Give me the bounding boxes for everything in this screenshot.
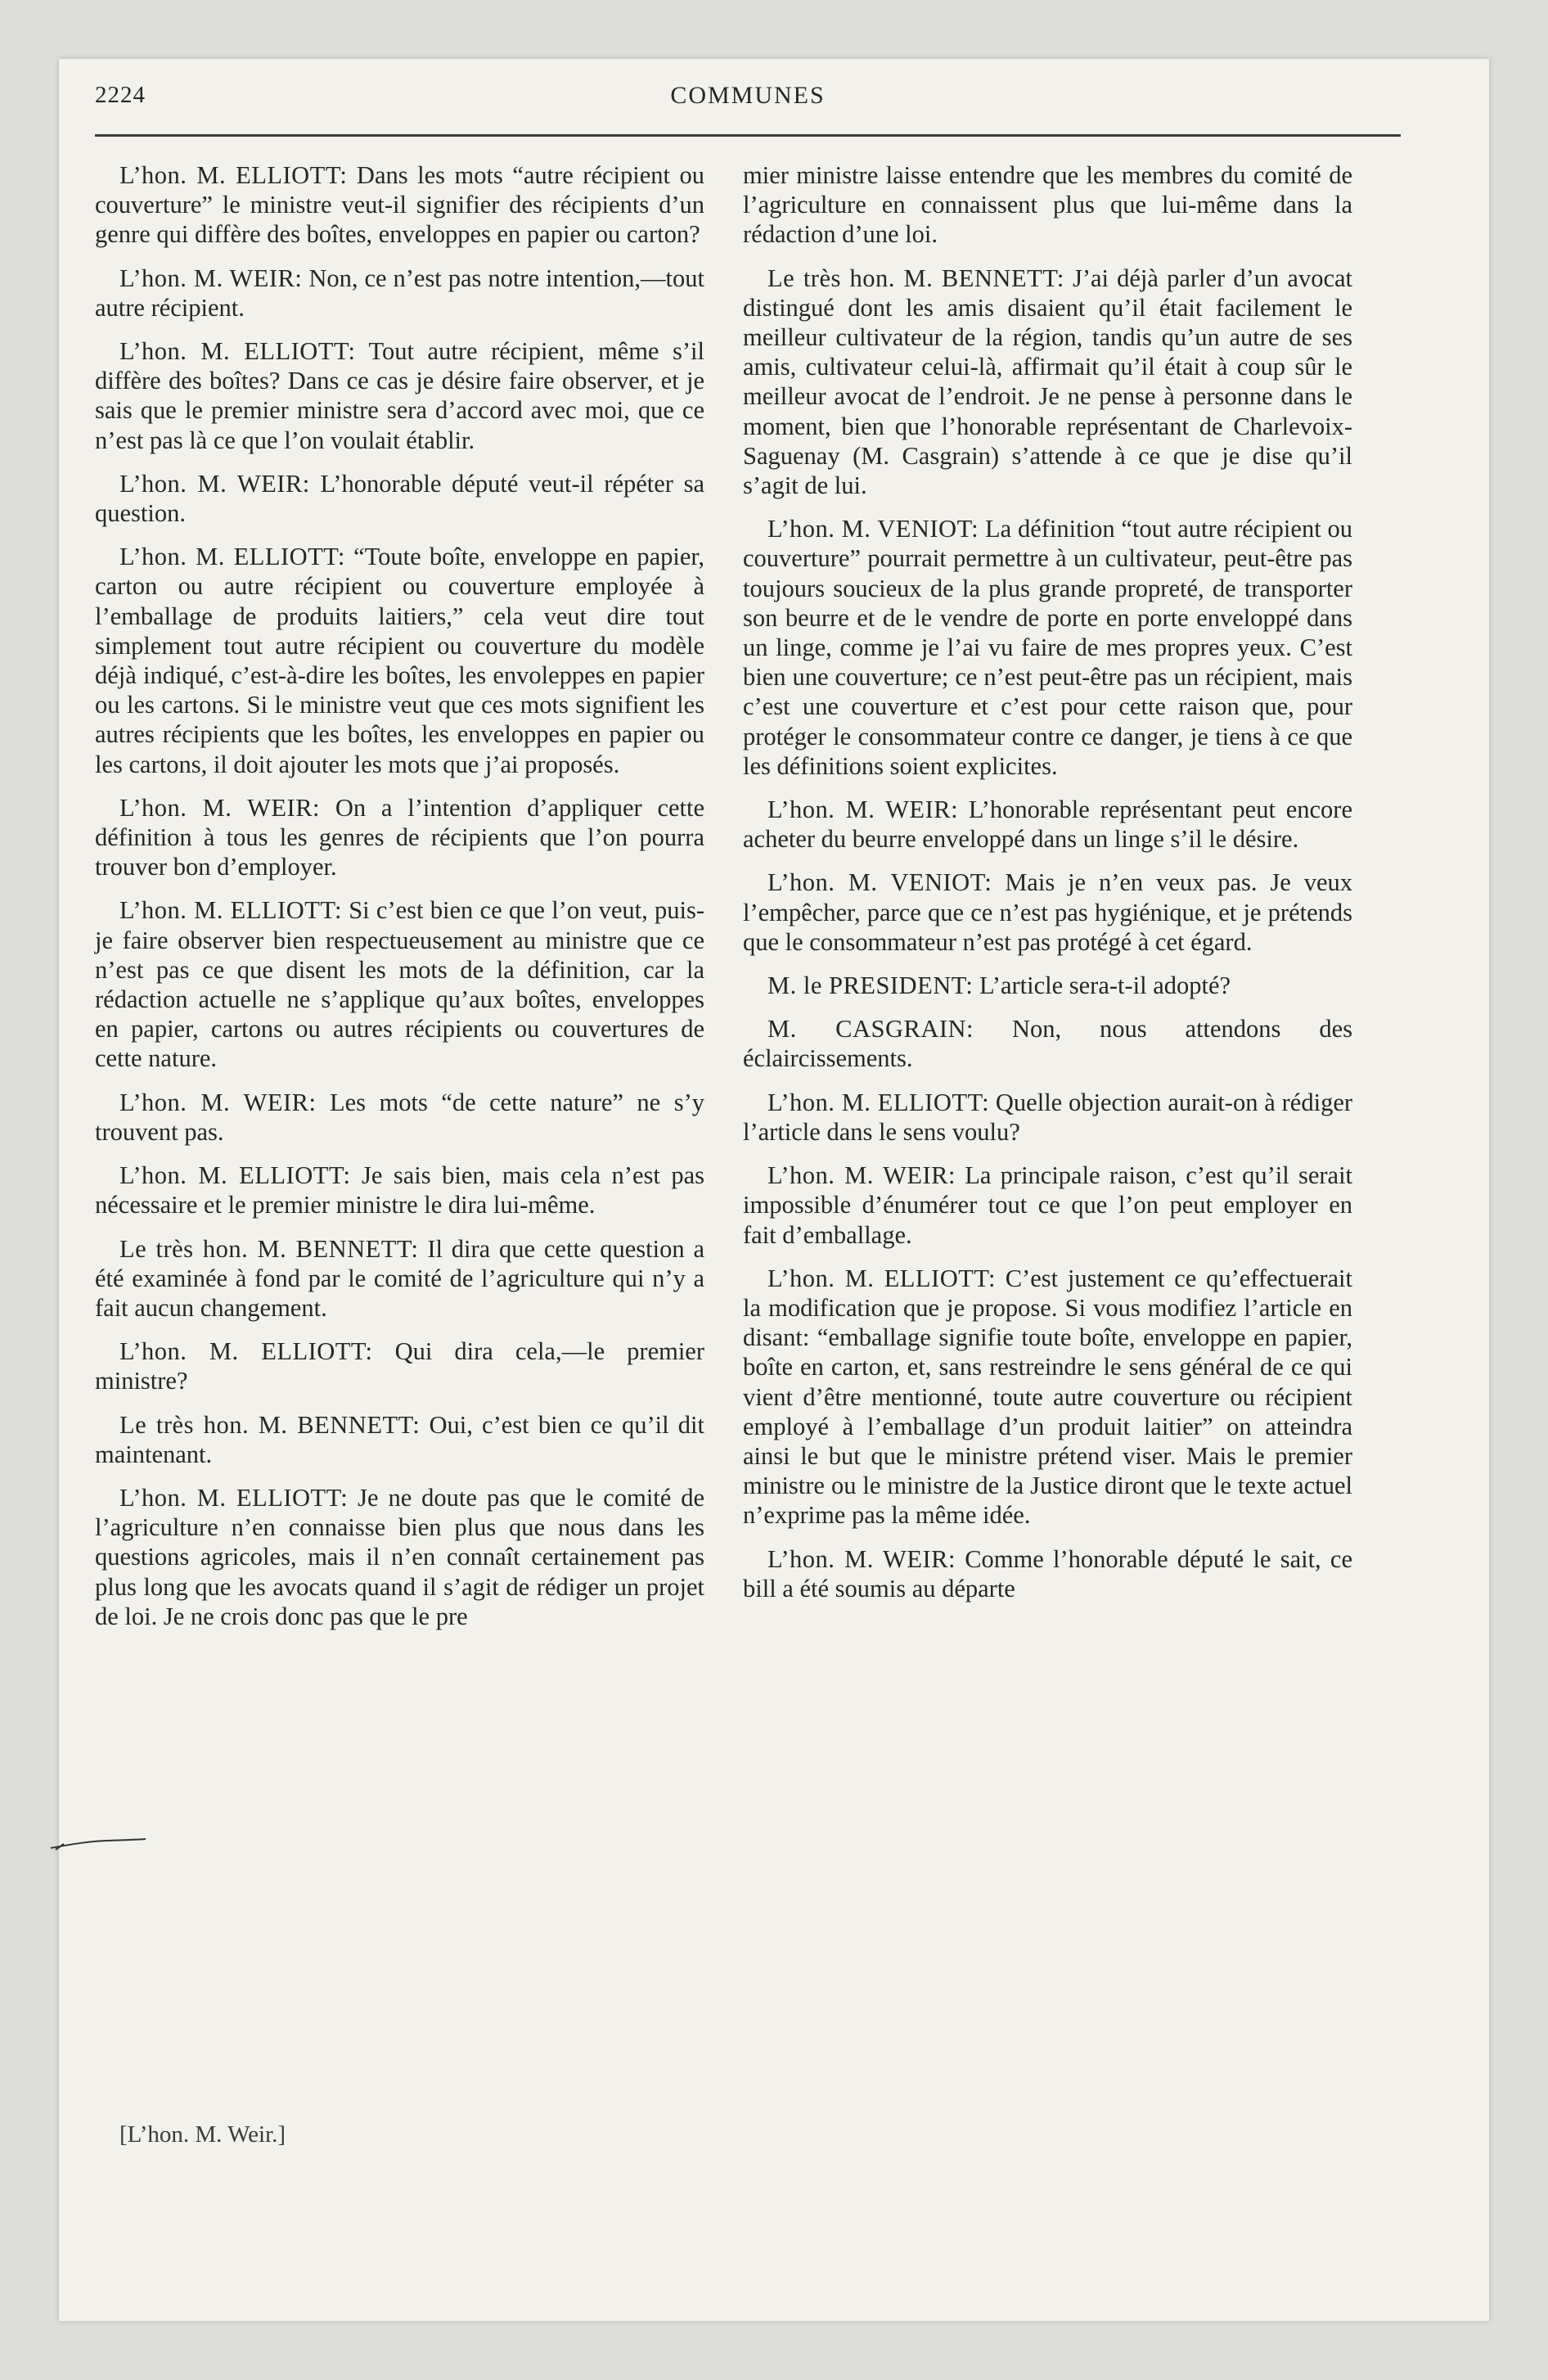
- speaker-name: L’hon. M. ELLIOTT:: [119, 1161, 351, 1190]
- speech-paragraph: [95, 1483, 704, 1631]
- speech-paragraph: [95, 469, 704, 528]
- header-rule: [95, 134, 1401, 137]
- speaker-name: L’hon. M. ELLIOTT:: [119, 543, 345, 571]
- speaker-name: L’hon. M. ELLIOTT:: [119, 896, 342, 925]
- speech-paragraph: [95, 793, 704, 882]
- speaker-name: Le très hon. M. BENNETT:: [119, 1410, 421, 1439]
- speech-text: Non, ce n’est pas notre intention,—tout autre récipient.: [95, 264, 705, 322]
- speech-text: C’est justement ce qu’effectuerait la modification que je propose. Si vous modifiez l’article en disant: “emballage signifie toute boîte, enveloppe en papier, boîte en carton, et, sans restreindre le sens général de ce qui vient d’être mentionné, toute autre couverture ou récipient employé à l’emballage d’un produit laitier” on atteindra ainsi le but que le ministre prétend viser. Mais le premier ministre ou le ministre de la Justice diront que le texte actuel n’exprime pas la même idée.: [743, 1264, 1353, 1530]
- left-column: [95, 160, 704, 1645]
- speaker-name: L’hon. M. ELLIOTT:: [119, 1483, 349, 1512]
- speech-text: Quelle objection aurait-on à rédiger l’article dans le sens voulu?: [743, 1088, 1353, 1146]
- speaker-name: L’hon. M. ELLIOTT:: [119, 337, 356, 366]
- speech-text: mier ministre laisse entendre que les membres du comité de l’agriculture en connaissent plus que lui-même dans la rédaction d’une loi.: [743, 161, 1352, 249]
- speaker-name: M. le PRESIDENT:: [767, 971, 974, 1000]
- speech-text: Qui dira cela,—le premier ministre?: [95, 1337, 704, 1395]
- speech-text: Si c’est bien ce que l’on veut, puis-je faire observer bien respectueusement au ministre que ce n’est pas ce que disent les mots de la définition, car la rédaction actuelle ne s’applique qu’aux boîtes, enveloppes en papier, cartons ou autres récipients ou couvertures de cette nature.: [95, 896, 705, 1073]
- speaker-name: L’hon. M. VENIOT:: [767, 868, 992, 897]
- speech-text: “Toute boîte, enveloppe en papier, carton ou autre récipient ou couverture employée à l’emballage de produits laitiers,” cela veut dire tout simplement tout autre récipient ou couverture du modèle déjà indiqué, c’est-à-dire les boîtes, les envoleppes en papier ou les cartons. Si le ministre veut que ces mots signifient les autres récipients que les boîtes, les enveloppes en papier ou les cartons, il doit ajouter les mots que j’ai proposés.: [95, 543, 704, 778]
- speech-paragraph: [95, 160, 704, 250]
- speech-paragraph: [95, 542, 704, 779]
- speech-paragraph: [743, 795, 1352, 854]
- speaker-name: L’hon. M. VENIOT:: [767, 515, 979, 543]
- speech-text: L’honorable représentant peut encore acheter du beurre enveloppé dans un linge s’il le désire.: [743, 796, 1352, 854]
- speaker-name: L’hon. M. WEIR:: [119, 264, 303, 292]
- speech-paragraph: [743, 971, 1352, 1000]
- speech-text: Comme l’honorable député le sait, ce bill a été soumis au départe: [743, 1544, 1353, 1602]
- speech-paragraph: [743, 1088, 1352, 1147]
- speech-paragraph: [95, 1410, 704, 1469]
- margin-pencil-mark: [49, 1833, 147, 1853]
- speech-text: Je ne doute pas que le comité de l’agriculture n’en connaisse bien plus que nous dans les questions agricoles, mais il n’en connaît certainement pas plus long que les avocats quand il s’agit de rédiger un projet de loi. Je ne crois donc pas que le pre: [95, 1483, 704, 1630]
- speech-text: L’article sera-t-il adopté?: [979, 971, 1231, 1000]
- speaker-name: Le très hon. M. BENNETT:: [767, 264, 1064, 292]
- speech-paragraph: [95, 1088, 704, 1147]
- speech-paragraph: [95, 264, 704, 322]
- speaker-reference-footer: [L’hon. M. Weir.]: [119, 2121, 286, 2148]
- speaker-name: L’hon. M. WEIR:: [119, 1088, 317, 1116]
- page-number: 2224: [95, 82, 146, 108]
- speech-paragraph: [95, 1336, 704, 1395]
- speech-text: On a l’intention d’appliquer cette définition à tous les genres de récipients que l’on pourra trouver bon d’employer.: [95, 793, 705, 881]
- speech-paragraph: [743, 160, 1352, 250]
- speech-paragraph: [743, 868, 1352, 957]
- speech-paragraph: [743, 264, 1352, 501]
- speaker-name: L’hon. M. WEIR:: [119, 793, 321, 822]
- running-head: [95, 82, 1401, 123]
- speaker-name: L’hon. M. ELLIOTT:: [767, 1088, 990, 1116]
- speaker-name: L’hon. M. ELLIOTT:: [119, 161, 348, 189]
- speaker-name: L’hon. M. WEIR:: [119, 469, 310, 498]
- speech-text: Oui, c’est bien ce qu’il dit maintenant.: [95, 1410, 705, 1468]
- speaker-name: L’hon. M. ELLIOTT:: [119, 1337, 373, 1366]
- speaker-name: L’hon. M. WEIR:: [767, 796, 959, 824]
- speech-text: Mais je n’en veux pas. Je veux l’empêcher, parce que ce n’est pas hygiénique, et je prétends que le consommateur n’est pas protégé à cet égard.: [743, 868, 1352, 956]
- speech-text: Il dira que cette question a été examinée à fond par le comité de l’agriculture qui n’y a fait aucun changement.: [95, 1234, 704, 1322]
- speech-paragraph: [743, 514, 1352, 781]
- speaker-name: M. CASGRAIN:: [767, 1015, 974, 1044]
- speech-text: Les mots “de cette nature” ne s’y trouvent pas.: [95, 1088, 704, 1146]
- speech-paragraph: [743, 1544, 1352, 1603]
- speaker-name: L’hon. M. WEIR:: [767, 1544, 956, 1573]
- speech-text: J’ai déjà parler d’un avocat distingué dont les amis disaient qu’il était facilement le meilleur cultivateur de la région, tandis qu’un autre de ses amis, cultivateur celui-là, affirmait qu’il était à coup sûr le meilleur avocat de l’endroit. Je ne pense à personne dans le moment, bien que l’honorable représentant de Charlevoix-Saguenay (M. Casgrain) s’attende à ce que je dise qu’il s’agit de lui.: [743, 264, 1352, 500]
- speaker-name: L’hon. M. ELLIOTT:: [767, 1264, 996, 1292]
- speech-text: Tout autre récipient, même s’il diffère des boîtes? Dans ce cas je désire faire observer, et je sais que le premier ministre sera d’accord avec moi, que ce n’est pas là ce que l’on voulait établir.: [95, 337, 704, 454]
- speech-paragraph: [743, 1014, 1352, 1073]
- speech-paragraph: [743, 1161, 1352, 1250]
- page-title: COMMUNES: [670, 82, 826, 109]
- speech-paragraph: [95, 1161, 704, 1219]
- speech-text: Je sais bien, mais cela n’est pas nécessaire et le premier ministre le dira lui-même.: [95, 1161, 705, 1219]
- right-column: [743, 160, 1352, 1617]
- speech-paragraph: [95, 1234, 704, 1323]
- speech-text: Dans les mots “autre récipient ou couverture” le ministre veut-il signifier des récipients d’un genre qui diffère des boîtes, enveloppes en papier ou carton?: [95, 161, 704, 249]
- speaker-name: L’hon. M. WEIR:: [767, 1161, 956, 1190]
- speech-paragraph: [95, 336, 704, 455]
- speech-text: La principale raison, c’est qu’il serait impossible d’énumérer tout ce que l’on peut employer en fait d’emballage.: [743, 1161, 1353, 1249]
- speech-text: La définition “tout autre récipient ou couverture” pourrait permettre à un cultivateur, peut-être pas toujours soucieux de la plus grande propreté, de transporter son beurre et de le vendre de porte en porte enveloppé dans un linge, comme je l’ai vu faire de mes propres yeux. C’est bien une couverture; ce n’est peut-être pas un récipient, mais c’est une couverture et c’est pour cette raison que, pour protéger le consommateur contre ce danger, je tiens à ce que les définitions soient explicites.: [743, 515, 1352, 780]
- speech-text: Non, nous attendons des éclaircissements.: [743, 1015, 1352, 1073]
- speech-paragraph: [95, 895, 704, 1073]
- speaker-name: Le très hon. M. BENNETT:: [119, 1234, 419, 1263]
- speech-paragraph: [743, 1264, 1352, 1530]
- speech-text: L’honorable député veut-il répéter sa question.: [95, 469, 705, 528]
